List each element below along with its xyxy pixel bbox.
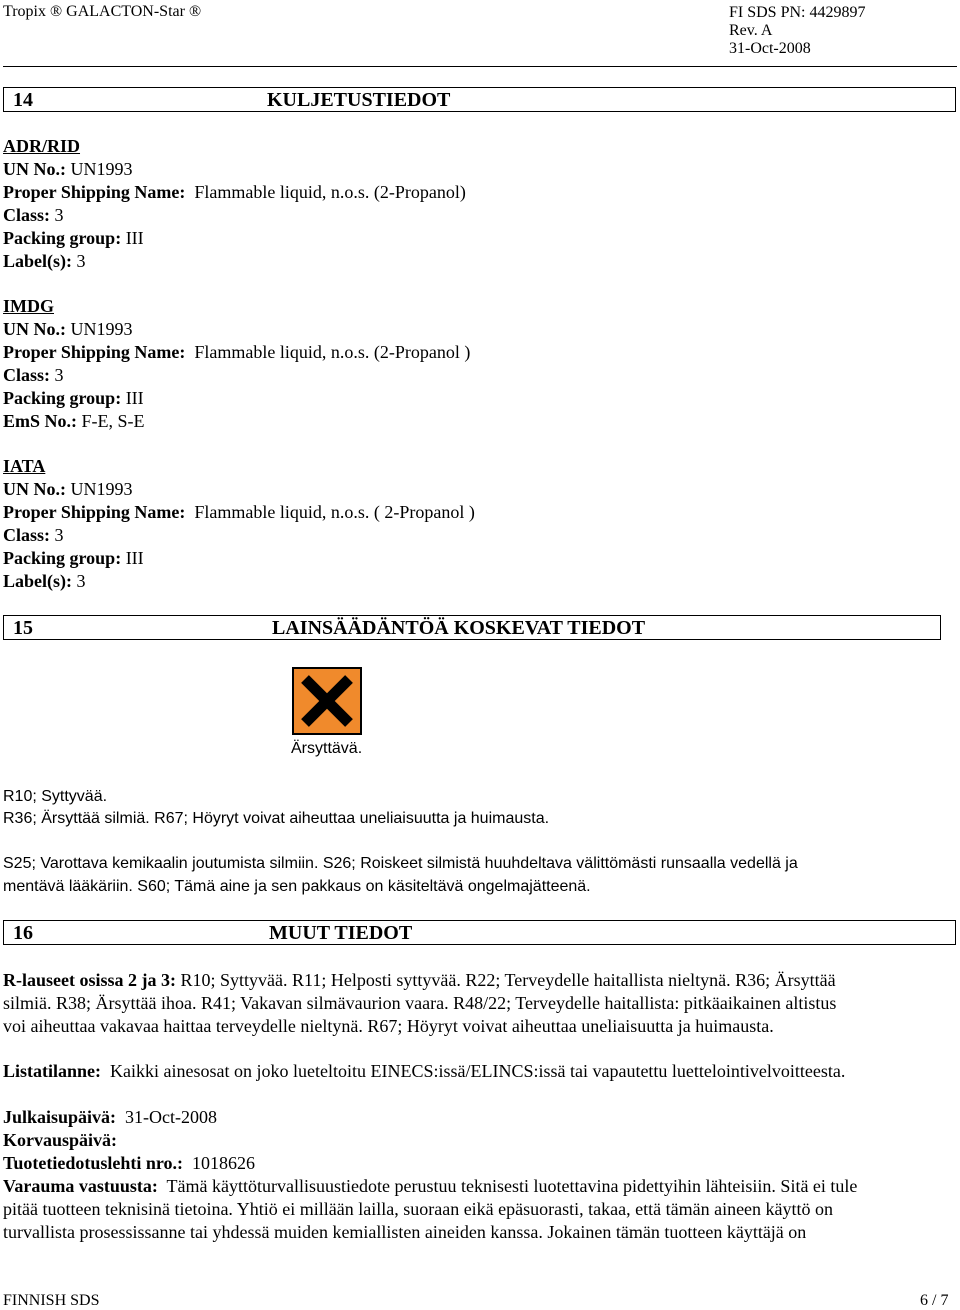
r-phrase-line: R10; Syttyvää. [3, 788, 108, 805]
footer-label: FINNISH SDS [3, 1292, 100, 1309]
document-info: Julkaisupäivä: 31-Oct-2008 Korvauspäivä: Tuotetiedotuslehti nro.: 1018626 Varauma vastuusta: Tämä käyttöturvallisuustiedote perustuu teknisesti luotettavina pidettyihin lähteisiin. Sitä ei tule pitää tuotteen teknisinä tietoina. Yhtiö ei millään lailla, suoraan eikä epäsuorasti, takaa, että tämän aineen käyttö on turvallista prosessissanne tai yhdessä muiden kemiallisten aineiden kanssa. Jokainen tämän tuotteen käyttäjä on [3, 1106, 953, 1244]
r-phrases-label: R-lauseet osissa 2 ja 3: [3, 970, 176, 990]
section-15-header [3, 615, 941, 640]
r-phrase-line: R36; Ärsyttää silmiä. R67; Höyryt voivat aiheuttaa uneliaisuutta ja huimausta. [3, 810, 550, 827]
pictogram-caption: Ärsyttävä. [291, 740, 363, 757]
section-title: LAINSÄÄDÄNTÖÄ KOSKEVAT TIEDOT [272, 617, 646, 639]
product-sheet-label: Tuotetiedotuslehti nro.: [3, 1153, 184, 1173]
s-phrase-line: mentävä lääkäriin. S60; Tämä aine ja sen pakkaus on käsiteltävä ongelmajätteenä. [3, 878, 591, 895]
imdg-heading: IMDG [3, 296, 54, 316]
section-title: KULJETUSTIEDOT [267, 89, 451, 111]
document-product-name: Tropix ® GALACTON-Star ® [3, 3, 202, 20]
publication-date: 31-Oct-2008 [125, 1107, 218, 1127]
section-number: 14 [13, 89, 33, 111]
page-number: 6 / 7 [920, 1292, 949, 1309]
product-sheet-number: 1018626 [192, 1153, 256, 1173]
iata-block: IATA UN No.: UN1993 Proper Shipping Name: Flammable liquid, n.o.s. ( 2-Propanol ) Class: 3 Packing group: III Label(s): 3 [3, 456, 475, 591]
s-phrase-line: S25; Varottava kemikaalin joutumista silmiin. S26; Roiskeet silmistä huuhdeltava välittömästi runsaalla vedellä ja [3, 855, 798, 872]
section-title: MUUT TIEDOT [269, 922, 413, 944]
inventory-label: Listatilanne: [3, 1061, 102, 1081]
inventory-status: Listatilanne: Kaikki ainesosat on joko lueteltoitu EINECS:issä/ELINCS:issä tai vapautettu luettelointivelvoitteesta. [3, 1061, 846, 1081]
disclaimer-label: Varauma vastuusta: [3, 1176, 158, 1196]
publication-date-label: Julkaisupäivä: [3, 1107, 117, 1127]
irritant-x-icon [292, 667, 362, 735]
iata-heading: IATA [3, 456, 46, 476]
disclaimer-line: pitää tuotteen teknisinä tietoina. Yhtiö ei millään lailla, suoraan eikä epäsuorasti, takaa, että tämän aineen käyttö on [3, 1199, 834, 1219]
adr-heading: ADR/RID [3, 136, 81, 156]
imdg-block: IMDG UN No.: UN1993 Proper Shipping Name: Flammable liquid, n.o.s. (2-Propanol ) Class: 3 Packing group: III EmS No.: F-E, S-E [3, 296, 471, 431]
r-phrases-paragraph: R-lauseet osissa 2 ja 3: R10; Syttyvää. R11; Helposti syttyvää. R22; Terveydelle haitallista nieltynä. R36; Ärsyttää silmiä. R38; Ärsyttää ihoa. R41; Vakavan silmävaurion vaara. R48/22; Terveydelle haitallista: pitkäaikainen altistus voi aiheuttaa vakavaa haittaa terveydelle nieltynä. R67; Höyryt voivat aiheuttaa uneliaisuutta ja huimausta. [3, 970, 837, 1036]
revision: Rev. A [729, 22, 773, 39]
disclaimer-line: turvallista prosessissanne tai yhdessä muiden kemiallisten aineiden kanssa. Jokainen tämän tuotteen käyttäjä on [3, 1222, 807, 1242]
section-number: 16 [13, 922, 33, 944]
section-14-header [3, 87, 956, 112]
section-number: 15 [13, 617, 33, 639]
replacement-date-label: Korvauspäivä: [3, 1130, 118, 1150]
header-date: 31-Oct-2008 [729, 40, 811, 57]
sds-part-number: FI SDS PN: 4429897 [729, 4, 866, 21]
adr-block: ADR/RID UN No.: UN1993 Proper Shipping Name: Flammable liquid, n.o.s. (2-Propanol) Class: 3 Packing group: III Label(s): 3 [3, 136, 466, 271]
section-16-header [3, 920, 956, 945]
header-divider [3, 66, 957, 67]
